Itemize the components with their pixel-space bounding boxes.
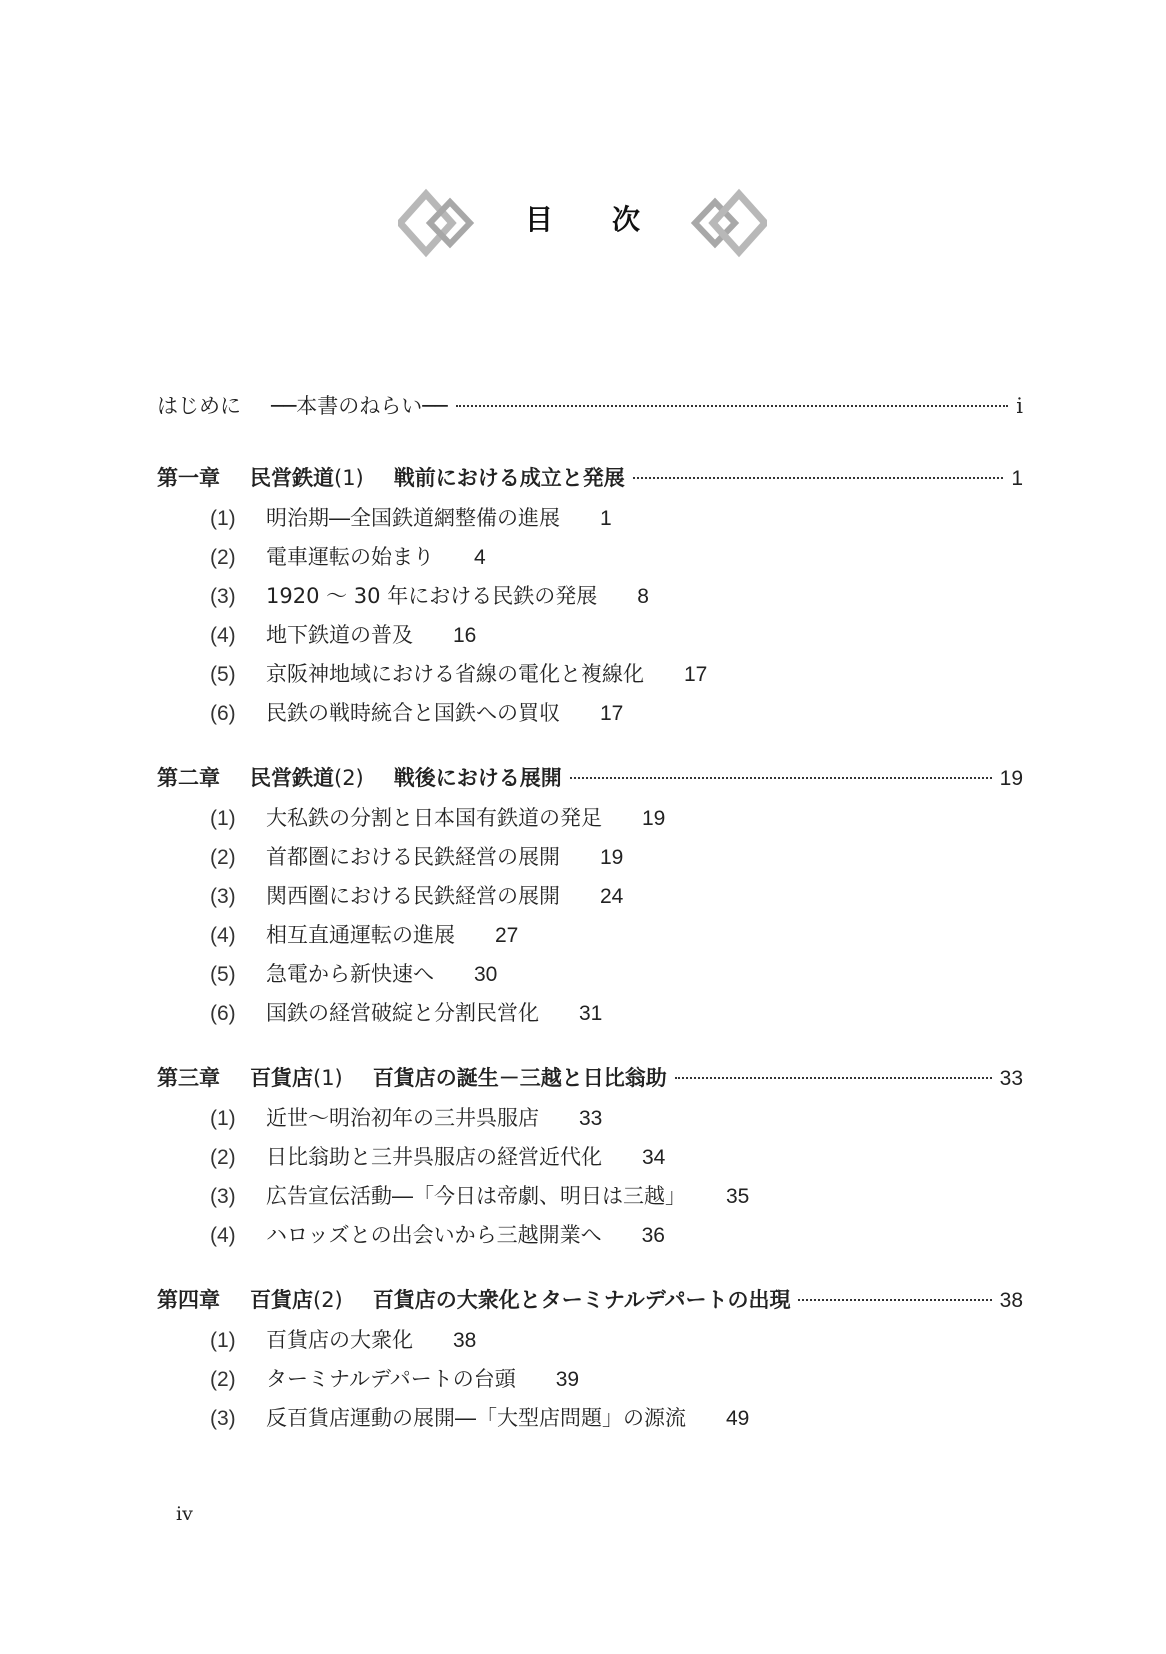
chapter-subtitle: 戦後における展開 <box>393 766 562 790</box>
page-number: i <box>1016 394 1023 418</box>
dot-leader <box>570 777 992 779</box>
section-page: 17 <box>600 702 624 725</box>
page-number: 19 <box>999 767 1023 790</box>
chapter-subtitle: 戦前における成立と発展 <box>393 466 625 490</box>
section-entry[interactable]: (4) 相互直通運転の進展 27 <box>157 919 1023 958</box>
section-label: 百貨店の大衆化 <box>266 1328 413 1352</box>
section-entry[interactable]: (2) 首都圏における民鉄経営の展開 19 <box>157 841 1023 880</box>
section-entry[interactable]: (4) ハロッズとの出会いから三越開業へ 36 <box>157 1219 1023 1258</box>
section-page: 30 <box>474 963 498 986</box>
section-label: 国鉄の経営破綻と分割民営化 <box>266 1001 539 1025</box>
section-entry[interactable]: (6) 国鉄の経営破綻と分割民営化 31 <box>157 997 1023 1036</box>
page-number: 33 <box>999 1067 1023 1090</box>
chapter-name: 民営鉄道 <box>250 766 334 790</box>
section-entry[interactable]: (5) 京阪神地域における省線の電化と複線化 17 <box>157 658 1023 697</box>
section-entry[interactable]: (2) 電車運転の始まり 4 <box>157 541 1023 580</box>
section-label: 反百貨店運動の展開―「大型店問題」の源流 <box>266 1406 686 1430</box>
section-label: 相互直通運転の進展 <box>266 923 455 947</box>
chapter-label: 第一章 <box>157 466 220 490</box>
section-entry[interactable]: (1) 大私鉄の分割と日本国有鉄道の発足 19 <box>157 802 1023 841</box>
chapter-label: 第二章 <box>157 766 220 790</box>
section-page: 16 <box>453 624 477 647</box>
diamond-ornament-left <box>398 188 478 258</box>
chapter-name: 百貨店 <box>250 1066 313 1090</box>
dot-leader <box>456 405 1009 407</box>
section-entry[interactable]: (4) 地下鉄道の普及 16 <box>157 619 1023 658</box>
section-entry[interactable]: (3) 関西圏における民鉄経営の展開 24 <box>157 880 1023 919</box>
chapter-name: 百貨店 <box>250 1288 313 1312</box>
section-page: 31 <box>579 1002 603 1025</box>
section-page: 4 <box>474 546 486 569</box>
section-page: 27 <box>495 924 519 947</box>
section-label: 近世〜明治初年の三井呉服店 <box>266 1106 539 1130</box>
section-entry[interactable]: (3) 広告宣伝活動―「今日は帝劇、明日は三越」 35 <box>157 1180 1023 1219</box>
section-entry[interactable]: (5) 急電から新快速へ 30 <box>157 958 1023 997</box>
chapter-name: 民営鉄道 <box>250 466 334 490</box>
chapter-subtitle: 百貨店の誕生－三越と日比翁助 <box>372 1066 667 1090</box>
intro-heading: はじめに ──本書のねらい── <box>157 394 448 418</box>
section-page: 8 <box>637 585 649 608</box>
section-label: 地下鉄道の普及 <box>266 623 413 647</box>
chapter-heading-4[interactable] <box>157 1284 1023 1324</box>
section-label: 明治期―全国鉄道網整備の進展 <box>266 506 560 530</box>
section-label: 広告宣伝活動―「今日は帝劇、明日は三越」 <box>266 1184 686 1208</box>
section-page: 1 <box>600 507 612 530</box>
section-entry[interactable]: (3) 1920 〜 30 年における民鉄の発展 8 <box>157 580 1023 619</box>
section-page: 24 <box>600 885 624 908</box>
section-page: 36 <box>641 1224 665 1247</box>
chapter-heading-2[interactable] <box>157 762 1023 802</box>
chapter-heading-1[interactable] <box>157 462 1023 502</box>
section-page: 39 <box>555 1368 580 1391</box>
diamond-ornament-right <box>687 188 767 258</box>
section-entry[interactable]: (1) 近世〜明治初年の三井呉服店 33 <box>157 1102 1023 1141</box>
chapter-heading-3[interactable] <box>157 1062 1023 1102</box>
toc-entry-intro[interactable] <box>157 390 1023 430</box>
section-label: 京阪神地域における省線の電化と複線化 <box>266 662 644 686</box>
section-entry[interactable]: (3) 反百貨店運動の展開―「大型店問題」の源流 49 <box>157 1402 1023 1441</box>
dot-leader <box>633 477 1004 479</box>
chapter-part: (2) <box>313 1288 343 1312</box>
section-label: 日比翁助と三井呉服店の経営近代化 <box>266 1145 602 1169</box>
section-page: 17 <box>684 663 708 686</box>
section-label: 急電から新快速へ <box>266 962 434 986</box>
section-entry[interactable]: (6) 民鉄の戦時統合と国鉄への買収 17 <box>157 697 1023 736</box>
section-label: 大私鉄の分割と日本国有鉄道の発足 <box>266 806 602 830</box>
section-label: 関西圏における民鉄経営の展開 <box>266 884 560 908</box>
section-label: 民鉄の戦時統合と国鉄への買収 <box>266 701 560 725</box>
section-entry[interactable]: (2) 日比翁助と三井呉服店の経営近代化 34 <box>157 1141 1023 1180</box>
section-page: 19 <box>600 846 624 869</box>
section-page: 19 <box>642 807 666 830</box>
chapter-subtitle: 百貨店の大衆化とターミナルデパートの出現 <box>372 1288 791 1312</box>
section-label: 電車運転の始まり <box>266 545 434 569</box>
section-page: 35 <box>726 1185 750 1208</box>
table-of-contents <box>157 390 1023 1441</box>
title-char-2: 次 <box>612 203 641 236</box>
chapter-part: (1) <box>334 466 364 490</box>
chapter-part: (1) <box>313 1066 343 1090</box>
section-page: 49 <box>726 1407 750 1430</box>
section-page: 38 <box>453 1329 477 1352</box>
section-entry[interactable]: (1) 明治期―全国鉄道網整備の進展 1 <box>157 502 1023 541</box>
page-number: 1 <box>1011 467 1023 490</box>
chapter-label: 第三章 <box>157 1066 220 1090</box>
intro-subtitle: ──本書のねらい── <box>271 394 448 418</box>
section-label: ターミナルデパートの台頭 <box>266 1367 516 1391</box>
section-label: 1920 〜 30 年における民鉄の発展 <box>266 584 598 608</box>
chapter-label: 第四章 <box>157 1288 220 1312</box>
section-page: 34 <box>642 1146 666 1169</box>
title-char-1: 目 <box>525 203 554 236</box>
section-entry[interactable]: (2) ターミナルデパートの台頭 39 <box>157 1363 1023 1402</box>
dot-leader <box>675 1077 992 1079</box>
page-folio: iv <box>176 1503 193 1525</box>
chapter-part: (2) <box>334 766 364 790</box>
section-entry[interactable]: (1) 百貨店の大衆化 38 <box>157 1324 1023 1363</box>
section-page: 33 <box>579 1107 603 1130</box>
dot-leader <box>798 1299 991 1301</box>
toc-header <box>0 188 1166 258</box>
page-number: 38 <box>999 1289 1023 1312</box>
section-label: ハロッズとの出会いから三越開業へ <box>266 1223 602 1247</box>
section-label: 首都圏における民鉄経営の展開 <box>266 845 560 869</box>
